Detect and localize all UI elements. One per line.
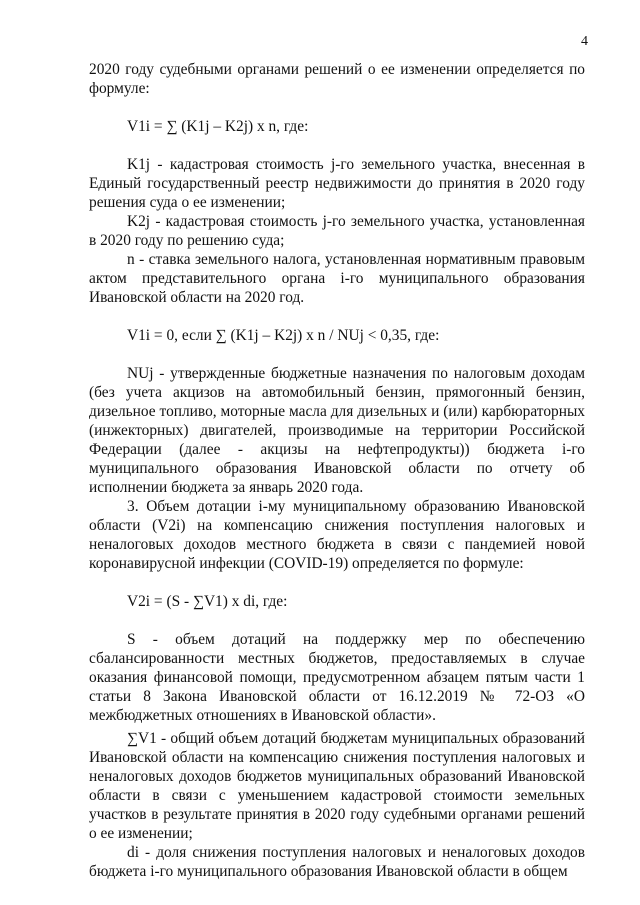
formula-v1i: V1i = ∑ (K1j – K2j) x n, где: <box>127 118 309 135</box>
page-number: 4 <box>581 34 588 49</box>
intro-paragraph: 2020 году судебными органами решений о ее изменении определяется по формуле: <box>89 61 585 97</box>
definition-nuj: NUj - утвержденные бюджетные назначения по налоговым доходам (без учета акцизов на автомобильный бензин, прямогонный бензин, дизельное топливо, моторные масла для дизельных и (или) карбюраторных (инжекторных) двигателей, производимые на территории Российской Федерации (далее - акцизы на нефтепродукты)) бюджета i-го муниципального образования Ивановской области по отчету об исполнении бюджета за январь 2020 года. <box>89 365 585 496</box>
definition-di: di - доля снижения поступления налоговых и неналоговых доходов бюджета i-го муниципального образования Ивановской области в общем <box>89 844 585 880</box>
document-body <box>89 60 585 881</box>
formula-v2i: V2i = (S - ∑V1) x di, где: <box>127 593 288 610</box>
formula-v1i-zero: V1i = 0, если ∑ (K1j – K2j) x n / NUj < 0,35, где: <box>127 327 440 344</box>
definition-k2j: K2j - кадастровая стоимость j-го земельного участка, установленная в 2020 году по решению суда; <box>89 213 585 249</box>
definition-s: S - объем дотаций на поддержку мер по обеспечению сбалансированности местных бюджетов, предоставляемых в случае оказания финансовой помощи, предусмотренном абзацем пятым части 1 статьи 8 Закона Ивановской области от 16.12.2019 № 72-ОЗ «О межбюджетных отношениях в Ивановской области». <box>89 631 585 724</box>
point-3-paragraph: 3. Объем дотации i-му муниципальному образованию Ивановской области (V2i) на компенсацию снижения поступления налоговых и неналоговых доходов местного бюджета в связи с пандемией новой коронавирусной инфекции (COVID-19) определяется по формуле: <box>89 498 585 572</box>
definition-sum-v1: ∑V1 - общий объем дотаций бюджетам муниципальных образований Ивановской области на компенсацию снижения поступления налоговых и неналоговых доходов бюджетов муниципальных образований Ивановской области в связи с уменьшением кадастровой стоимости земельных участков в результате принятия в 2020 году судебными органами решений о ее изменении; <box>89 730 585 842</box>
definition-k1j: K1j - кадастровая стоимость j-го земельного участка, внесенная в Единый государственный реестр недвижимости до принятия в 2020 году решения суда о ее изменении; <box>89 156 585 211</box>
definition-n: n - ставка земельного налога, установленная нормативным правовым актом представительного органа i-го муниципального образования Ивановской области на 2020 год. <box>89 251 585 306</box>
